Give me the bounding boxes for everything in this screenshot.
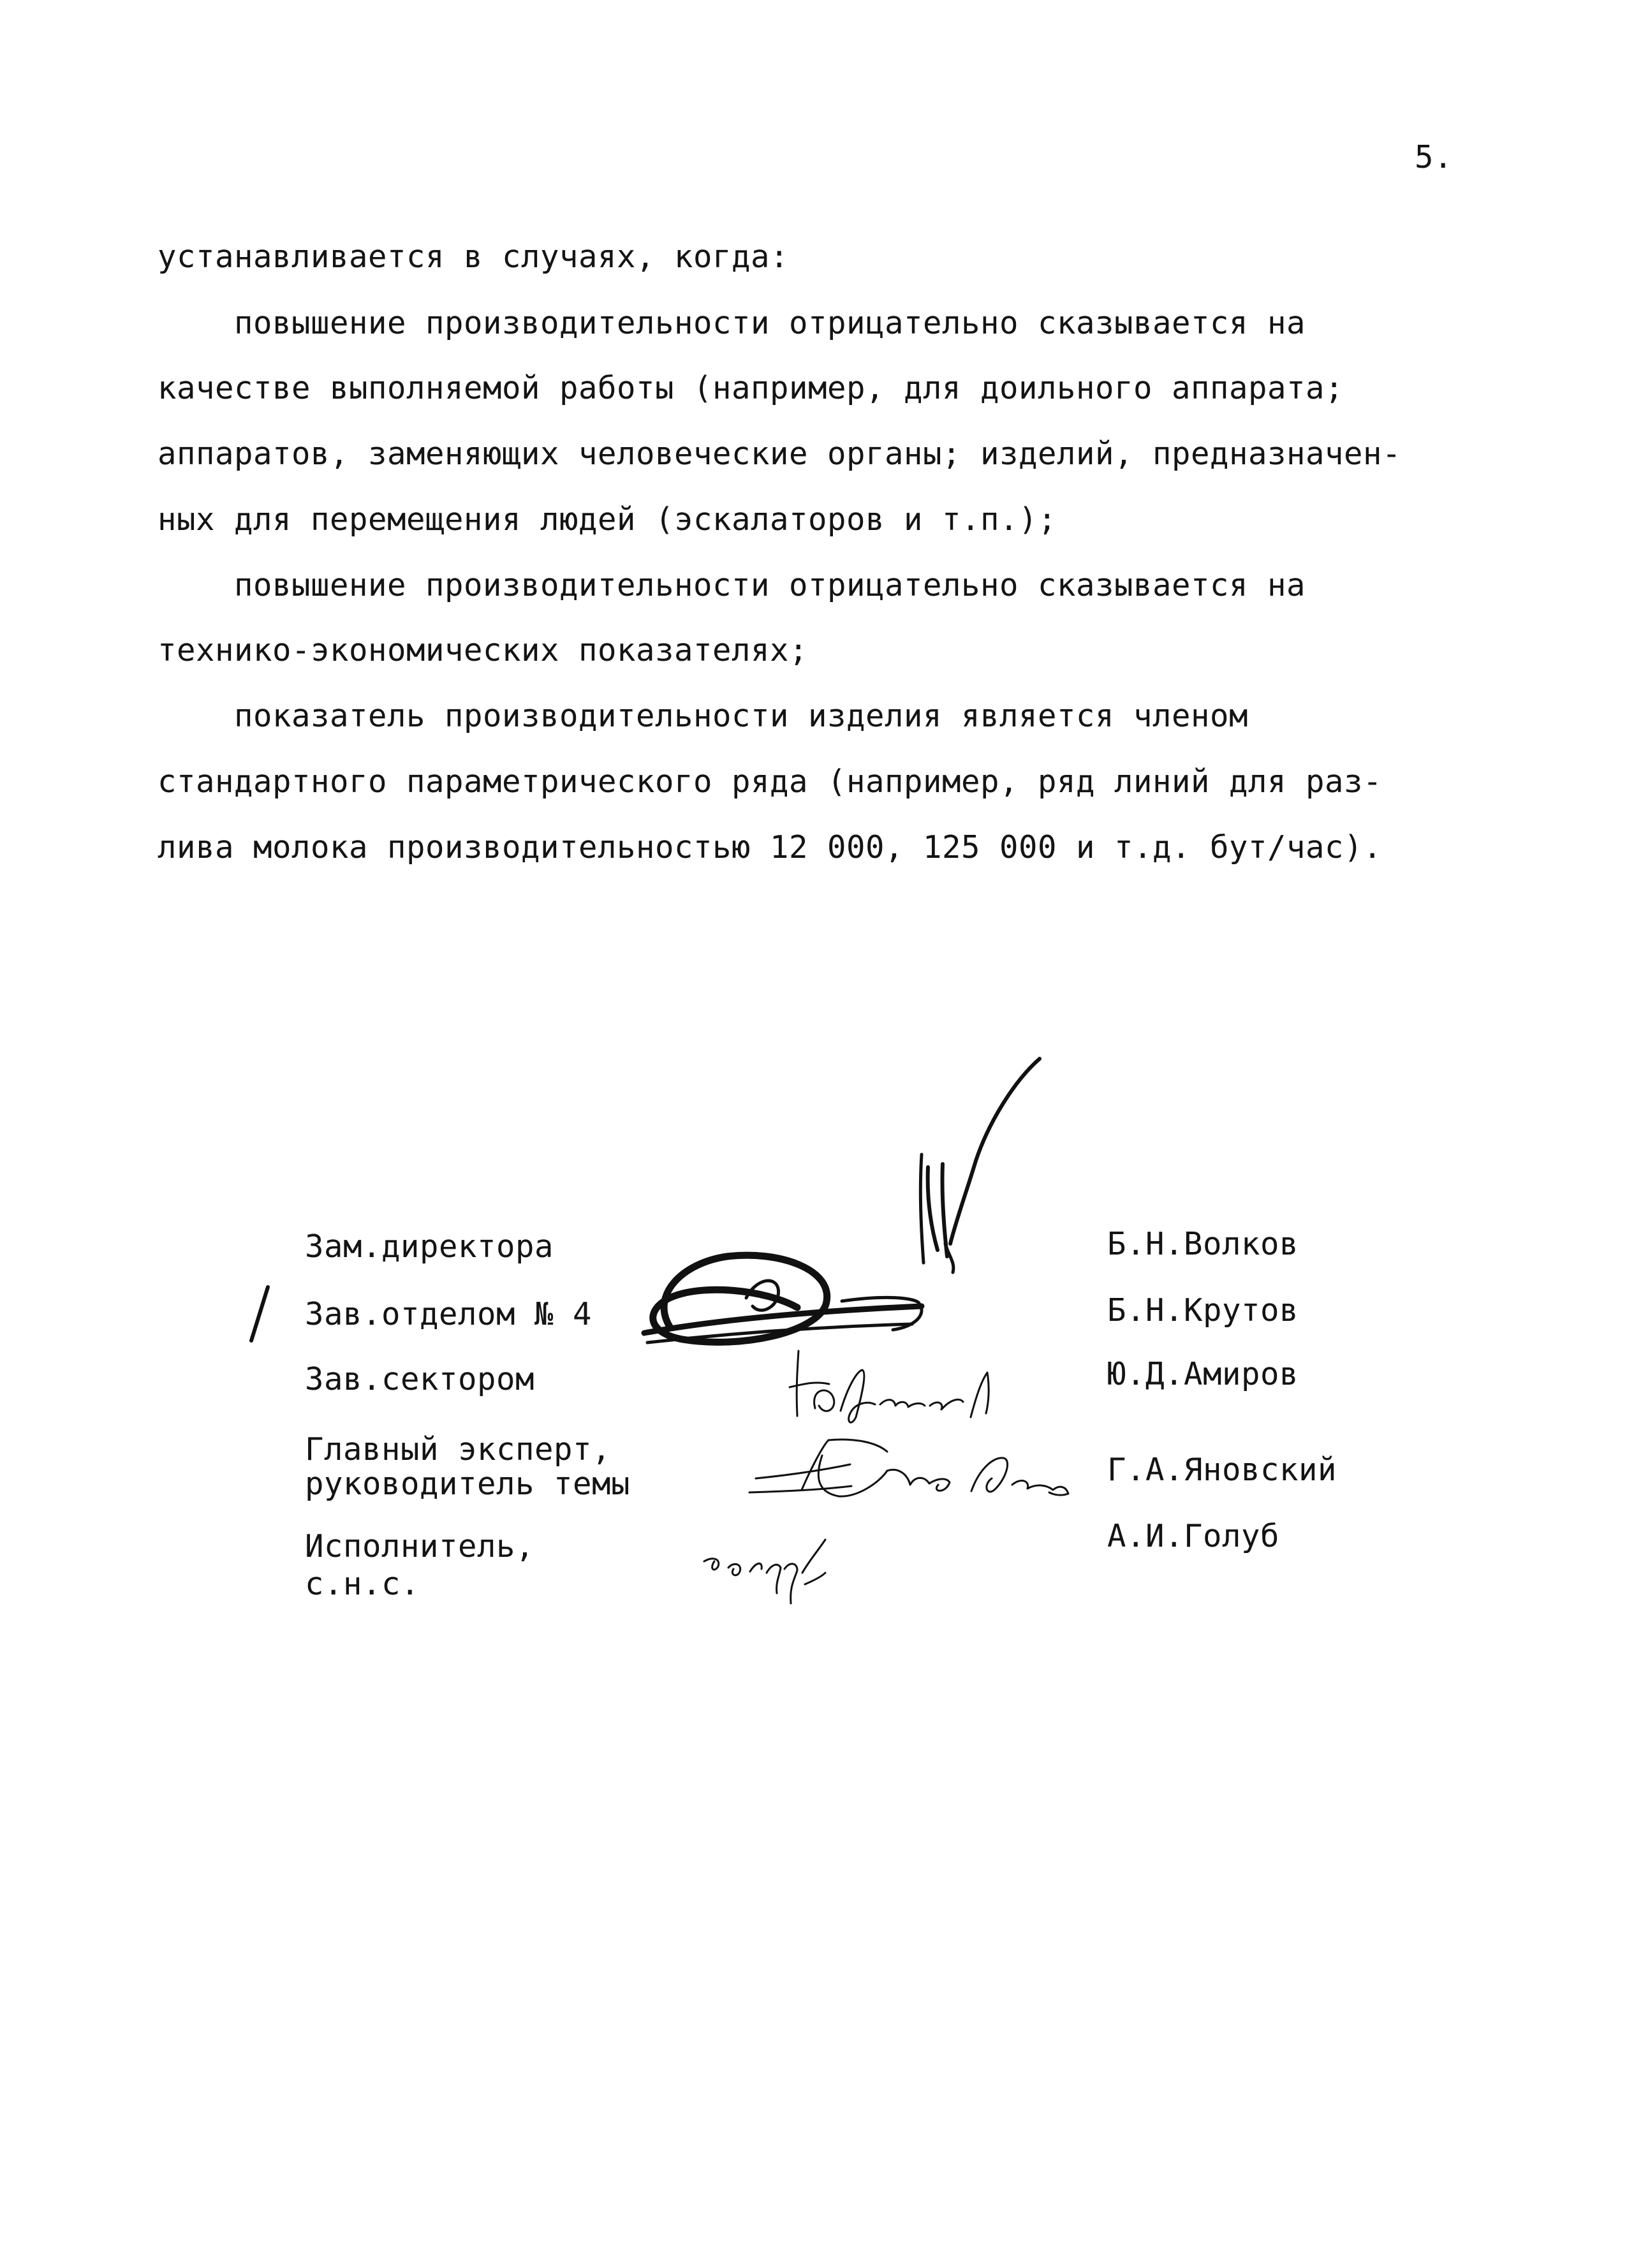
signatory-title: Исполнитель, с.н.с.	[305, 1528, 535, 1602]
body-line: качестве выполняемой работы (например, для доильного аппарата;	[158, 370, 1344, 406]
body-line: устанавливается в случаях, когда:	[158, 239, 790, 275]
body-line: технико-экономических показателях;	[158, 632, 809, 668]
signature-chief-expert	[743, 1434, 1075, 1510]
signatory-title: Зам.директора	[305, 1228, 554, 1265]
body-line: аппаратов, заменяющих человеческие органы; изделий, предназначен-	[158, 436, 1402, 472]
signature-director-scribble	[631, 1052, 1078, 1365]
body-line: повышение производительности отрицательно сказывается на	[158, 305, 1306, 341]
signatory-title: Зав.отделом № 4	[305, 1296, 593, 1332]
body-line: повышение производительности отрицательно сказывается на	[158, 567, 1306, 603]
signatory-name: А.И.Голуб	[1107, 1518, 1280, 1554]
body-line: лива молока производительностью 12 000, 125 000 и т.д. бут/час).	[158, 829, 1383, 865]
body-line: ных для перемещения людей (эскалаторов и т.п.);	[158, 501, 1057, 538]
signatory-name: Б.Н.Волков	[1107, 1226, 1299, 1262]
body-line: показатель производительности изделия является членом	[158, 698, 1249, 734]
signatory-name: Ю.Д.Амиров	[1107, 1356, 1299, 1392]
signature-executor	[695, 1523, 861, 1612]
signatory-title: Зав.сектором	[305, 1361, 535, 1397]
signature-sector-head	[784, 1339, 1052, 1429]
signatory-title: Главный эксперт, руководитель темы	[305, 1431, 631, 1502]
margin-check-mark	[242, 1282, 281, 1352]
signatory-name: Г.А.Яновский	[1107, 1452, 1337, 1488]
signatory-name: Б.Н.Крутов	[1107, 1292, 1299, 1329]
page-number: 5.	[1415, 139, 1454, 175]
body-line: стандартного параметрического ряда (например, ряд линий для раз-	[158, 763, 1383, 800]
